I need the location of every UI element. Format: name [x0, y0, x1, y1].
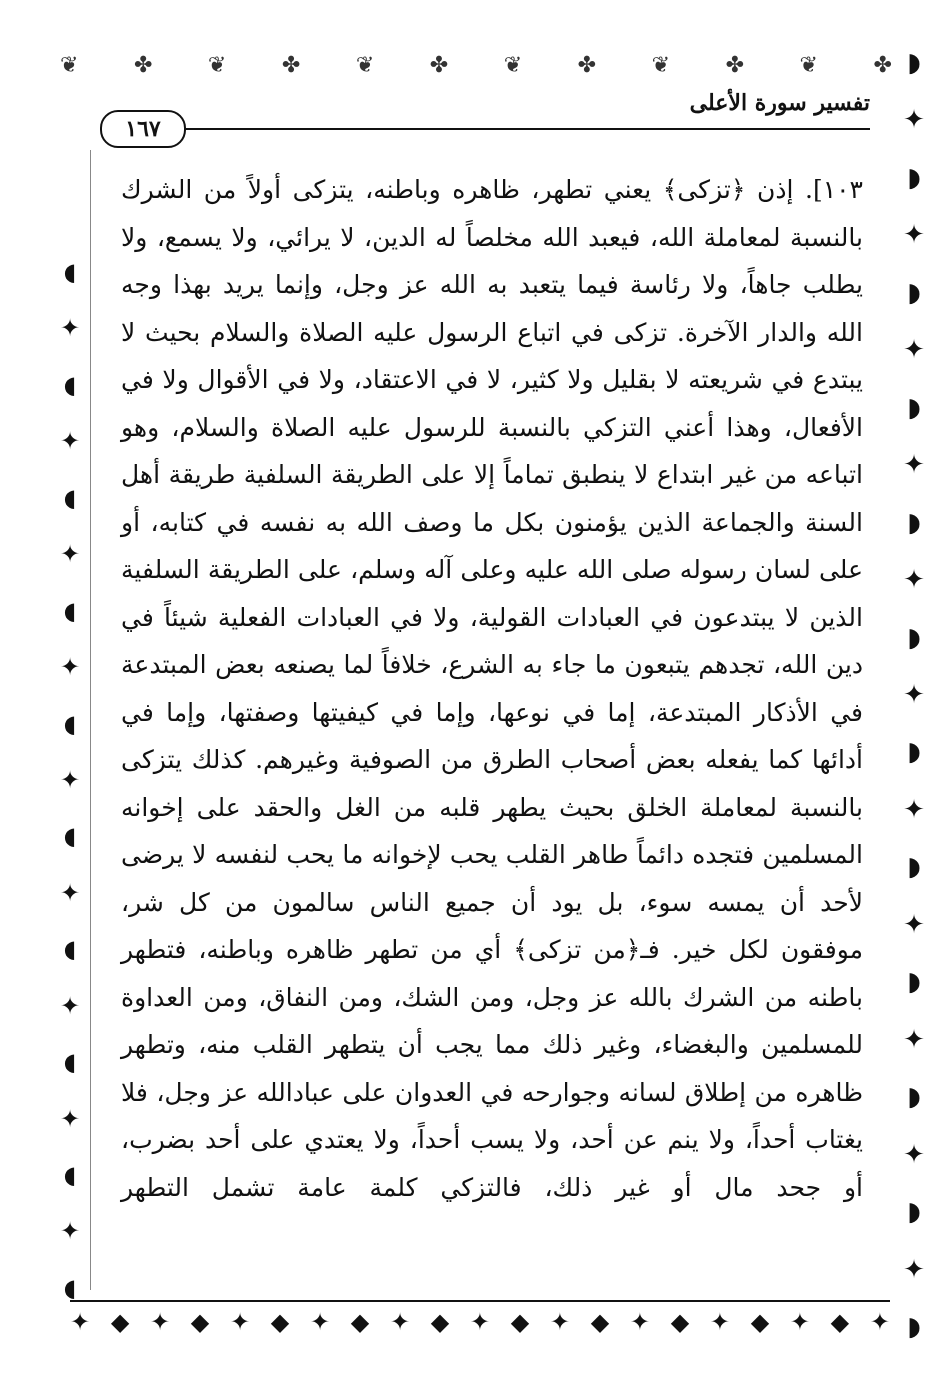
ornament-icon: ✦: [149, 1308, 171, 1336]
ornament-icon: ✦: [469, 1308, 491, 1336]
ornament-icon: ✦: [59, 653, 81, 682]
ornament-icon: ✤: [133, 53, 151, 78]
ornament-icon: ❦: [651, 53, 669, 78]
ornament-icon: ✦: [59, 1104, 81, 1133]
ornament-icon: ◗: [907, 1197, 921, 1228]
ornament-icon: ✦: [59, 1217, 81, 1246]
text-frame: [90, 150, 887, 1290]
ornament-icon: ✦: [903, 105, 925, 136]
ornament-icon: ✦: [903, 1139, 925, 1170]
ornament-icon: ✦: [70, 1308, 91, 1336]
body-text: [121, 166, 863, 1211]
ornament-icon: ◗: [907, 392, 921, 423]
body-paragraph: ١٠٣]. إذن ﴿تزكى﴾ يعني تطهر، ظاهره وباطنه، يتزكى أولاً من الشرك بالنسبة لمعاملة الله، فيعبد الله مخلصاً له الدين، لا يرائي، ولا يسمع، ولا يطلب جاهاً، ولا رئاسة فيما يتعبد به الله عز وجل، وإنما يريد بهذا وجه الله والدار الآخرة. تزكى في اتباع الرسول عليه الصلاة والسلام بحيث لا يبتدع في شريعته لا بقليل ولا كثير، لا في الاعتقاد، ولا في الأقوال ولا في الأفعال، وهذا أعني التزكي بالنسبة للرسول عليه الصلاة والسلام، وهو اتباعه من غير ابتداع لا ينطبق تماماً إلا على الطريقة السلفية طريقة أهل السنة والجماعة الذين يؤمنون بكل ما وصف الله به نفسه في كتابه، أو على لسان رسوله صلى الله عليه وعلى آله وسلم، على الطريقة السلفية الذين لا يبتدعون في العبادات القولية، ولا في العبادات الفعلية شيئاً في دين الله، تجدهم يتبعون ما جاء به الشرع، خلافاً لما يصنعه بعض المبتدعة في الأذكار المبتدعة، إما في نوعها، وإما في كيفيتها وصفتها، وإما في أدائها كما يفعله بعض أصحاب الطرق من الصوفية وغيرهم. كذلك يتزكى بالنسبة لمعاملة الخلق بحيث يطهر قلبه من الغل والحقد على إخوانه المسلمين فتجده دائماً طاهر القلب يحب لإخوانه ما يحب لنفسه لا يرضى لأحد أن يمسه سوء، بل يود أن جميع الناس سالمون من كل شر، موفقون لكل خير. فـ﴿من تزكى﴾ أي من تطهر ظاهره وباطنه، فتطهر باطنه من الشرك بالله عز وجل، ومن الشك، ومن النفاق، ومن العداوة للمسلمين والبغضاء، وغير ذلك مما يجب أن يتطهر القلب منه، وتطهر ظاهره من إطلاق لسانه وجوارحه في العدوان على عبادالله عز وجل، فلا يغتاب أحداً، ولا ينم عن أحد، ولا يسب أحداً، ولا يعتدي على أحد بضرب، أو جحد مال أو غير ذلك، فالتزكي كلمة عامة تشمل التطهر: [121, 175, 863, 1202]
ornament-icon: ◗: [907, 48, 921, 78]
ornament-icon: ✦: [903, 450, 925, 481]
ornament-icon: ✦: [629, 1308, 650, 1336]
ornament-icon: ◆: [510, 1308, 530, 1336]
ornament-icon: ◗: [907, 507, 921, 538]
ornament-icon: ◖: [63, 258, 77, 286]
ornament-icon: ◆: [110, 1308, 130, 1336]
ornament-icon: ◗: [907, 967, 921, 998]
ornament-icon: ❦: [207, 53, 225, 78]
ornament-icon: ✦: [309, 1308, 331, 1336]
ornament-icon: ◗: [907, 852, 921, 883]
ornament-icon: ✤: [429, 53, 447, 78]
ornament-icon: ◆: [350, 1308, 370, 1336]
top-ornament-border: [60, 40, 890, 78]
ornament-icon: ❦: [355, 53, 373, 78]
ornament-icon: ✦: [59, 765, 81, 794]
ornament-icon: ✦: [59, 991, 81, 1020]
ornament-icon: ✦: [903, 335, 925, 366]
ornament-icon: ✦: [903, 220, 925, 251]
ornament-icon: ◆: [750, 1308, 770, 1336]
right-ornament-border: [894, 50, 934, 1340]
bottom-ornament-border: [70, 1300, 890, 1342]
ornament-icon: ◗: [907, 277, 921, 308]
ornament-icon: ✦: [59, 314, 81, 343]
ornament-icon: ◖: [63, 1048, 77, 1077]
page-number: ١٦٧: [100, 110, 186, 148]
ornament-icon: ❦: [60, 53, 77, 78]
ornament-icon: ◖: [63, 709, 77, 738]
ornament-icon: ◗: [907, 622, 921, 653]
ornament-icon: ✤: [873, 53, 890, 78]
ornament-icon: ✦: [903, 1024, 925, 1055]
ornament-icon: ◆: [270, 1308, 290, 1336]
page-title: تفسير سورة الأعلى: [689, 90, 870, 116]
ornament-icon: ✦: [903, 794, 925, 825]
ornament-icon: ◆: [430, 1308, 450, 1336]
ornament-icon: ◖: [63, 1161, 77, 1189]
ornament-icon: ❦: [799, 53, 816, 78]
ornament-icon: ✦: [59, 878, 81, 907]
ornament-icon: ✦: [549, 1308, 571, 1336]
ornament-icon: ✤: [725, 53, 743, 78]
ornament-icon: ◆: [190, 1308, 210, 1336]
ornament-icon: ◆: [830, 1308, 850, 1336]
ornament-icon: ◖: [63, 822, 77, 851]
ornament-icon: ✦: [869, 1308, 890, 1336]
header-rule: [180, 128, 870, 130]
ornament-icon: ◖: [63, 370, 77, 399]
ornament-icon: ◗: [907, 1082, 921, 1113]
ornament-icon: ✦: [709, 1308, 730, 1336]
ornament-icon: ◆: [590, 1308, 610, 1336]
ornament-icon: ◖: [63, 483, 77, 512]
ornament-icon: ✦: [903, 1254, 925, 1285]
ornament-icon: ✦: [389, 1308, 411, 1336]
ornament-icon: ◗: [907, 1311, 921, 1342]
ornament-icon: ◖: [63, 596, 77, 625]
ornament-icon: ✦: [903, 909, 925, 940]
ornament-icon: ✤: [281, 53, 299, 78]
ornament-icon: ✦: [59, 427, 81, 456]
ornament-icon: ◗: [907, 162, 921, 193]
ornament-icon: ✦: [789, 1308, 810, 1336]
ornament-icon: ❦: [503, 53, 521, 78]
ornament-icon: ◗: [907, 737, 921, 768]
ornament-icon: ◖: [63, 1273, 77, 1302]
ornament-icon: ◖: [63, 935, 77, 964]
ornament-icon: ✦: [59, 540, 81, 569]
ornament-icon: ✦: [903, 679, 925, 710]
ornament-icon: ◆: [670, 1308, 690, 1336]
ornament-icon: ✦: [229, 1308, 251, 1336]
ornament-icon: ✤: [577, 53, 595, 78]
page-header: [100, 90, 870, 150]
ornament-icon: ✦: [903, 565, 925, 596]
